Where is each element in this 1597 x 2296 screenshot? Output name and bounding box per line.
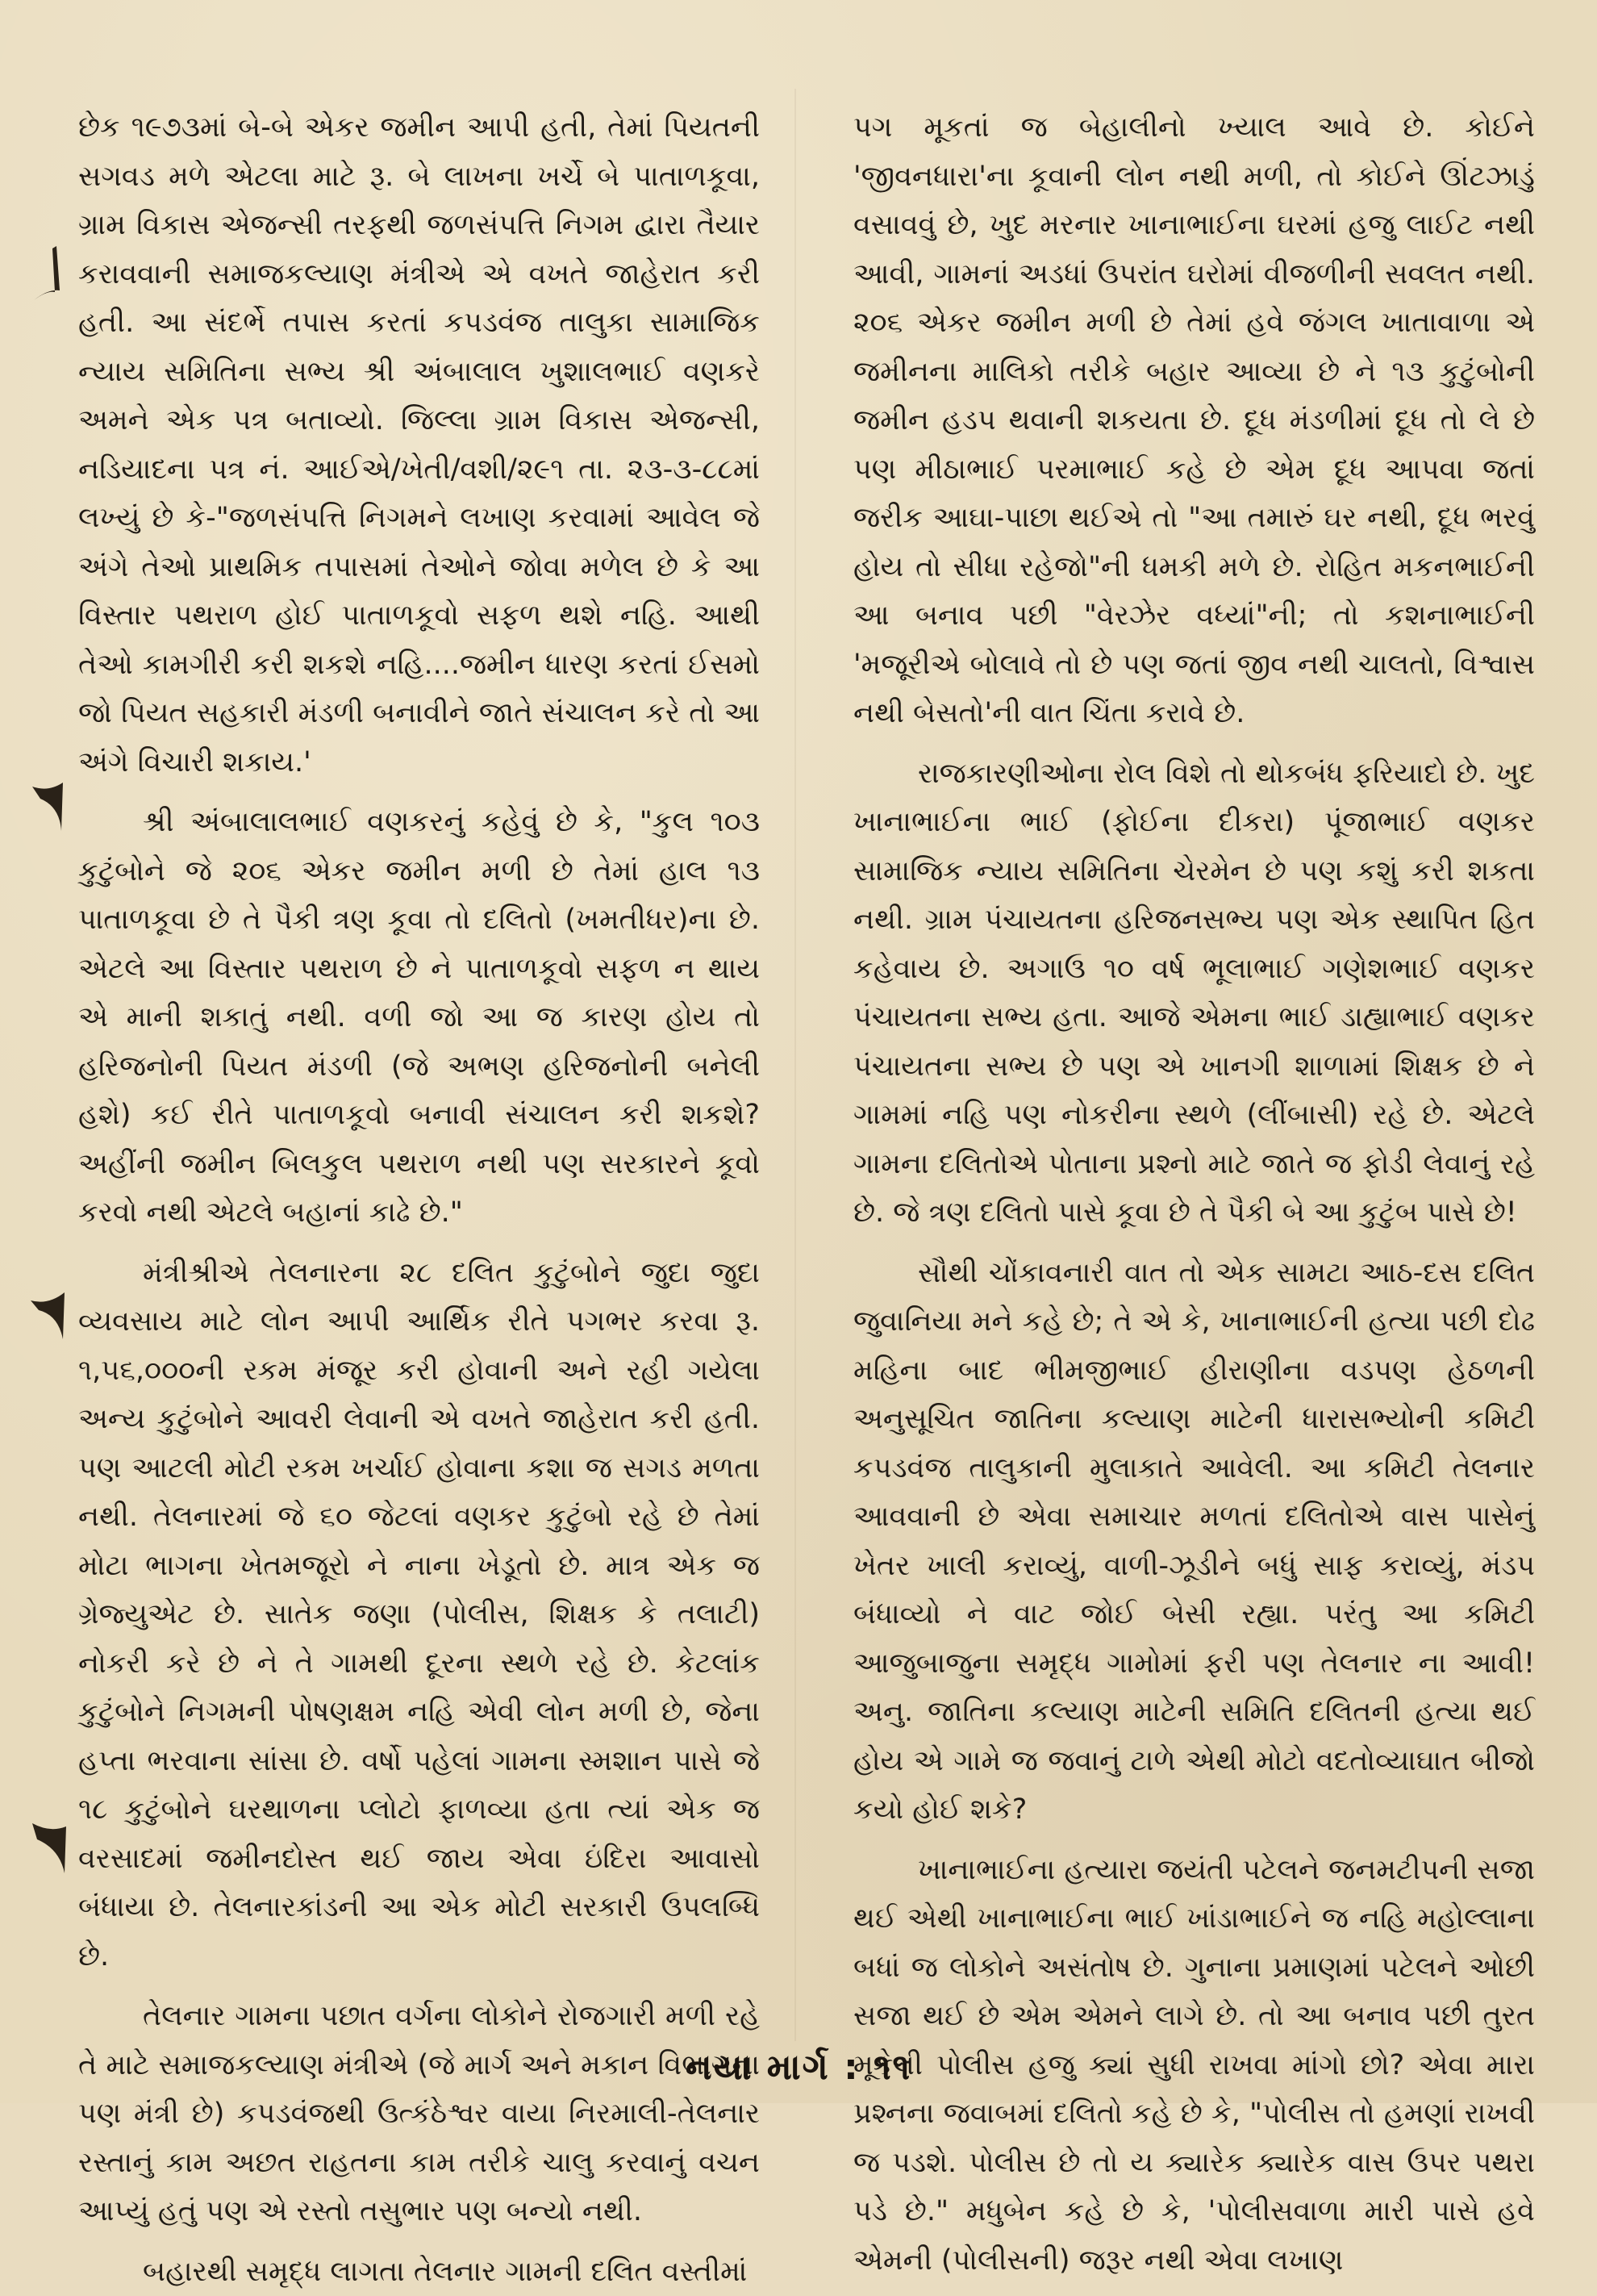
page-footer: નયા માર્ગ : ૧૧ [0, 2047, 1597, 2088]
right-paragraph-4: ખાનાભાઈના હત્યારા જયંતી પટેલને જનમટીપની સજા થઈ એથી ખાનાભાઈના ભાઈ ખાંડાભાઈને જ નહિ મહોલ્લાના બધાં જ લોકોને અસંતોષ છે. ગુનાના પ્રમાણમાં પટેલને ઓછી સજા થઈ છે એમ એમને લાગે છે. તો આ બનાવ પછી તુરત મૂકેલી પોલીસ હજુ ક્યાં સુધી રાખવા માંગો છો? એવા મારા પ્રશ્નના જવાબમાં દલિતો કહે છે કે, "પોલીસ તો હમણાં રાખવી જ પડશે. પોલીસ છે તો ય ક્યારેક ક્યારેક વાસ ઉપર પથરા પડે છે." મધુબેન કહે છે કે, 'પોલીસવાળા મારી પાસે હવે એમની (પોલીસની) જરૂર નથી એવા લખાણ [853, 1846, 1535, 2286]
right-paragraph-1: પગ મૂકતાં જ બેહાલીનો ખ્યાલ આવે છે. કોઈને 'જીવનધારા'ના કૂવાની લોન નથી મળી, તો કોઈને ઊંટઝાડું વસાવવું છે, ખુદ મરનાર ખાનાભાઈના ઘરમાં હજુ લાઈટ નથી આવી, ગામનાં અડધાં ઉપરાંત ઘરોમાં વીજળીની સવલત નથી. ૨૦૬ એકર જમીન મળી છે તેમાં હવે જંગલ ખાતાવાળા એ જમીનના માલિકો તરીકે બહાર આવ્યા છે ને ૧૩ કુટુંબોની જમીન હડપ થવાની શકયતા છે. દૂધ મંડળીમાં દૂધ તો લે છે પણ મીઠાભાઈ પરમાભાઈ કહે છે એમ દૂધ આપવા જતાં જરીક આઘા-પાછા થઈએ તો "આ તમારું ઘર નથી, દૂધ ભરવું હોય તો સીધા રહેજો"ની ધમકી મળે છે. રોહિત મકનભાઈની આ બનાવ પછી "વેરઝેર વધ્યાં"ની; તો કશનાભાઈની 'મજૂરીએ બોલાવે તો છે પણ જતાં જીવ નથી ચાલતો, વિશ્વાસ નથી બેસતો'ની વાત ચિંતા કરાવે છે. [853, 103, 1535, 738]
binding-hole-icon [24, 774, 81, 839]
left-paragraph-5: બહારથી સમૃદ્ધ લાગતા તેલનાર ગામની દલિત વસ્તીમાં [78, 2248, 760, 2296]
binding-hole-icon [24, 242, 81, 307]
left-column [78, 103, 760, 1951]
right-paragraph-2: રાજકારણીઓના રોલ વિશે તો થોકબંધ ફરિયાદો છે. ખુદ ખાનાભાઈના ભાઈ (ફોઈના દીકરા) પૂંજાભાઈ વણકર સામાજિક ન્યાય સમિતિના ચેરમેન છે પણ કશું કરી શકતા નથી. ગ્રામ પંચાયતના હરિજનસભ્ય પણ એક સ્થાપિત હિત કહેવાય છે. અગાઉ ૧૦ વર્ષ ભૂલાભાઈ ગણેશભાઈ વણકર પંચાયતના સભ્ય હતા. આજે એમના ભાઈ ડાહ્યાભાઈ વણકર પંચાયતના સભ્ય છે પણ એ ખાનગી શાળામાં શિક્ષક છે ને ગામમાં નહિ પણ નોકરીના સ્થળે (લીંબાસી) રહે છે. એટલે ગામના દલિતોએ પોતાના પ્રશ્નો માટે જાતે જ ફોડી લેવાનું રહે છે. જે ત્રણ દલિતો પાસે કૂવા છે તે પૈકી બે આ કુટુંબ પાસે છે! [853, 749, 1535, 1238]
left-paragraph-2: શ્રી અંબાલાલભાઈ વણકરનું કહેવું છે કે, "કુલ ૧૦૩ કુટુંબોને જે ૨૦૬ એકર જમીન મળી છે તેમાં હાલ ૧૩ પાતાળકૂવા છે તે પૈકી ત્રણ કૂવા તો દલિતો (ખમતીધર)ના છે. એટલે આ વિસ્તાર પથરાળ છે ને પાતાળકૂવો સફળ ન થાય એ માની શકાતું નથી. વળી જો આ જ કારણ હોય તો હરિજનોની પિયત મંડળી (જે અભણ હરિજનોની બનેલી હશે) કઈ રીતે પાતાળકૂવો બનાવી સંચાલન કરી શકશે? અહીંની જમીન બિલકુલ પથરાળ નથી પણ સરકારને કૂવો કરવો નથી એટલે બહાનાં કાઢે છે." [78, 798, 760, 1238]
right-paragraph-3: સૌથી ચોંકાવનારી વાત તો એક સામટા આઠ-દસ દલિત જુવાનિયા મને કહે છે; તે એ કે, ખાનાભાઈની હત્યા પછી દોઢ મહિના બાદ ભીમજીભાઈ હીરાણીના વડપણ હેઠળની અનુસૂચિત જાતિના કલ્યાણ માટેની ધારાસભ્યોની કમિટી કપડવંજ તાલુકાની મુલાકાતે આવેલી. આ કમિટી તેલનાર આવવાની છે એવા સમાચાર મળતાં દલિતોએ વાસ પાસેનું ખેતર ખાલી કરાવ્યું, વાળી-ઝૂડીને બધું સાફ કરાવ્યું, મંડપ બંધાવ્યો ને વાટ જોઈ બેસી રહ્યા. પરંતુ આ કમિટી આજુબાજુના સમૃદ્ધ ગામોમાં ફરી પણ તેલનાર ના આવી! અનુ. જાતિના કલ્યાણ માટેની સમિતિ દલિતની હત્યા થઈ હોય એ ગામે જ જવાનું ટાળે એથી મોટો વદતોવ્યાઘાત બીજો કયો હોઈ શકે? [853, 1249, 1535, 1835]
left-paragraph-4: તેલનાર ગામના પછાત વર્ગના લોકોને રોજગારી મળી રહે તે માટે સમાજકલ્યાણ મંત્રીએ (જે માર્ગ અને મકાન વિભાગના પણ મંત્રી છે) કપડવંજથી ઉત્કંઠેશ્વર વાયા નિરમાલી-તેલનાર રસ્તાનું કામ અછત રાહતના કામ તરીકે ચાલુ કરવાનું વચન આપ્યું હતું પણ એ રસ્તો તસુભાર પણ બન્યો નથી. [78, 1992, 760, 2236]
right-column [853, 103, 1535, 2072]
fold-shadow [794, 89, 796, 2041]
left-paragraph-1: છેક ૧૯૭૩માં બે-બે એકર જમીન આપી હતી, તેમાં પિયતની સગવડ મળે એટલા માટે રૂ. બે લાખના ખર્ચે બે પાતાળકૂવા, ગ્રામ વિકાસ એજન્સી તરફથી જળસંપત્તિ નિગમ દ્વારા તૈયાર કરાવવાની સમાજકલ્યાણ મંત્રીએ એ વખતે જાહેરાત કરી હતી. આ સંદર્ભે તપાસ કરતાં કપડવંજ તાલુકા સામાજિક ન્યાય સમિતિના સભ્ય શ્રી અંબાલાલ ખુશાલભાઈ વણકરે અમને એક પત્ર બતાવ્યો. જિલ્લા ગ્રામ વિકાસ એજન્સી, નડિયાદના પત્ર નં. આઈએ/ખેતી/વશી/૨૯૧ તા. ૨૩-૩-૮૮માં લખ્યું છે કે-"જળસંપત્તિ નિગમને લખાણ કરવામાં આવેલ જે અંગે તેઓ પ્રાથમિક તપાસમાં તેઓને જોવા મળેલ છે કે આ વિસ્તાર પથરાળ હોઈ પાતાળકૂવો સફળ થશે નહિ. આથી તેઓ કામગીરી કરી શકશે નહિ....જમીન ધારણ કરતાં ઈસમો જો પિયત સહકારી મંડળી બનાવીને જાતે સંચાલન કરે તો આ અંગે વિચારી શકાય.' [78, 103, 760, 787]
binding-hole-icon [24, 1815, 81, 1880]
binding-hole-icon [24, 1283, 81, 1347]
left-paragraph-3: મંત્રીશ્રીએ તેલનારના ૨૮ દલિત કુટુંબોને જુદા જુદા વ્યવસાય માટે લોન આપી આર્થિક રીતે પગભર કરવા રૂ. ૧,૫૬,૦૦૦ની રકમ મંજૂર કરી હોવાની અને રહી ગયેલા અન્ય કુટુંબોને આવરી લેવાની એ વખતે જાહેરાત કરી હતી. પણ આટલી મોટી રકમ ખર્ચાઈ હોવાના કશા જ સગડ મળતા નથી. તેલનારમાં જે ૬૦ જેટલાં વણકર કુટુંબો રહે છે તેમાં મોટા ભાગના ખેતમજૂરો ને નાના ખેડૂતો છે. માત્ર એક જ ગ્રેજ્યુએટ છે. સાતેક જણા (પોલીસ, શિક્ષક કે તલાટી) નોકરી કરે છે ને તે ગામથી દૂરના સ્થળે રહે છે. કેટલાંક કુટુંબોને નિગમની પોષણક્ષમ નહિ એવી લોન મળી છે, જેના હપ્તા ભરવાના સાંસા છે. વર્ષો પહેલાં ગામના સ્મશાન પાસે જે ૧૮ કુટુંબોને ઘરથાળના પ્લોટો ફાળવ્યા હતા ત્યાં એક જ વરસાદમાં જમીનદોસ્ત થઈ જાય એવા ઇંદિરા આવાસો બંધાયા છે. તેલનારકાંડની આ એક મોટી સરકારી ઉપલબ્ધિ છે. [78, 1249, 760, 1981]
